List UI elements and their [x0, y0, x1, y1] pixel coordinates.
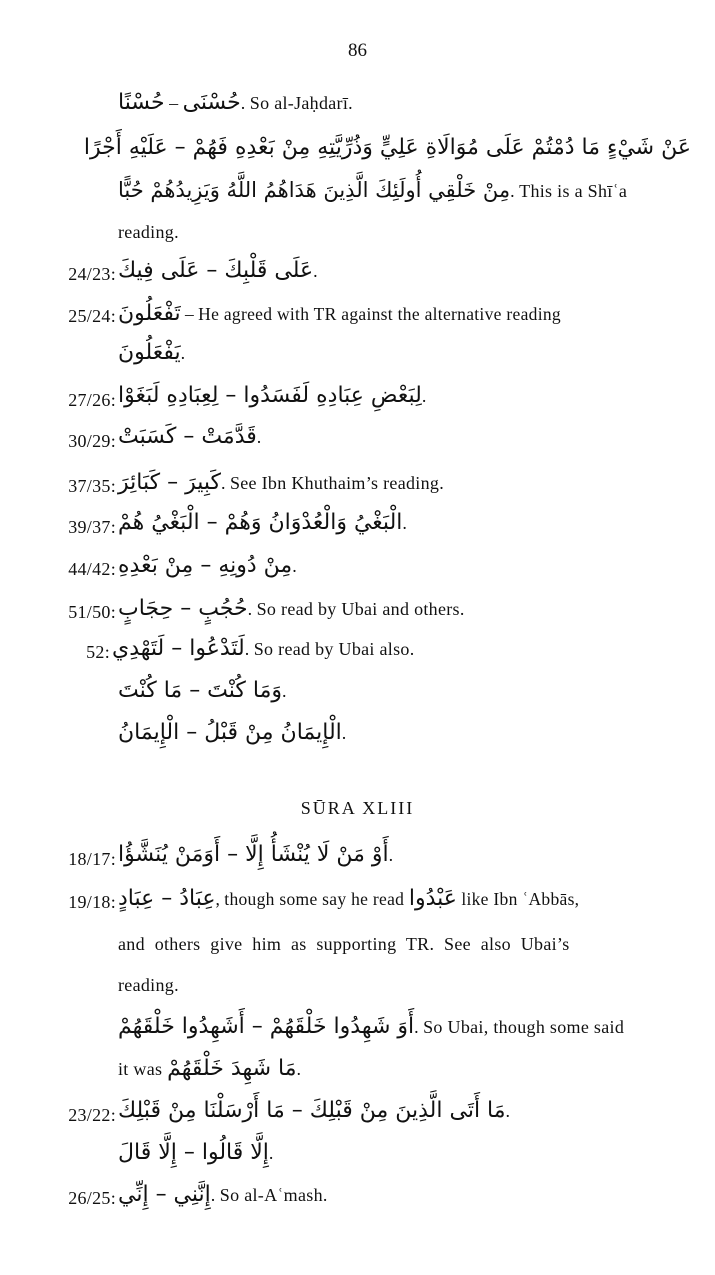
arabic-reading: كَبِيرَ – كَبَائِرَ [118, 470, 221, 495]
note-text: . [268, 1143, 274, 1163]
note-text: . This is a Shīʿa [510, 181, 628, 201]
entry-line-10 [118, 470, 444, 495]
entry-line-22 [118, 1056, 301, 1081]
verse-ref: 39/37: [68, 517, 116, 537]
arabic-reading: مِنْ خَلْقِي أُولَئِكَ الَّذِينَ هَدَاهُمُ اللَّهُ وَيَزِيدُهُمْ حُبًّا [118, 178, 511, 202]
entry-line-20: reading. [118, 975, 179, 995]
entry-line-3 [118, 178, 627, 202]
verse-ref: 30/29: [68, 431, 116, 451]
arabic-reading: حُجُبٍ – حِجَابٍ [118, 596, 248, 621]
verse-ref: 27/26: [68, 390, 116, 410]
note-text: . [180, 343, 186, 363]
entry-line-16 [118, 720, 346, 745]
note-text: – He agreed with TR against the alternative reading [180, 304, 561, 324]
separator: – [164, 93, 183, 113]
note-text: . [296, 1059, 301, 1079]
entry-line-13 [118, 596, 465, 621]
note-text: . So read by Ubai and others. [247, 599, 465, 619]
note-text: . [292, 556, 297, 576]
entry-line-7 [118, 340, 185, 365]
verse-ref: 37/35: [68, 476, 116, 496]
entry-line-23 [118, 1098, 510, 1123]
verse-ref: 52: [86, 642, 110, 662]
entry-line-8 [118, 383, 426, 408]
arabic-reading: مَا شَهِدَ خَلْقَهُمْ [167, 1056, 297, 1081]
note-text: like Ibn ʿAbbās, [456, 889, 580, 909]
entry-line-19: and others give him as supporting TR. See also Ubai’s [118, 934, 570, 954]
note-text: . [341, 723, 347, 743]
entry-line-6 [118, 301, 561, 326]
entry-line-4: reading. [118, 222, 179, 242]
arabic-variant: عَبْدُوا [408, 886, 457, 911]
note-text: , though some say he read [215, 889, 409, 909]
note-text: . [421, 386, 427, 406]
arabic-reading: إِنَّنِي – إِنِّي [118, 1182, 211, 1207]
entry-line-18 [118, 886, 579, 911]
arabic-reading: لَتَدْعُوا – لَتَهْدِي [112, 636, 245, 661]
verse-ref: 24/23: [68, 264, 116, 284]
arabic-reading: الْإِيمَانُ مِنْ قَبْلُ – الْإِيمَانُ [118, 720, 342, 745]
note-text: . [505, 1101, 511, 1121]
entry-line-17 [118, 842, 393, 867]
arabic-line-2: عَنْ شَيْءٍ مَا دُمْتُمْ عَلَى مُوَالَاةِ عَلِيٍّ وَذُرِّيَّتِهِ مِنْ بَعْدِهِ فَهُمْ – عَلَيْهِ أَجْرًا [83, 135, 691, 160]
entry-line-12 [118, 553, 297, 578]
entry-line-24 [118, 1140, 273, 1165]
note-text: . See Ibn Khuthaim’s reading. [220, 473, 445, 493]
entry-line-14 [112, 636, 415, 661]
arabic-reading: عِبَادُ – عِبَادٍ [118, 886, 216, 911]
verse-ref: 25/24: [68, 306, 116, 326]
section-heading: SŪRA XLIII [300, 798, 415, 818]
verse-ref: 44/42: [68, 559, 116, 579]
note-text: . [256, 427, 262, 447]
note-text: . [388, 845, 394, 865]
arabic-reading: يَفْعَلُونَ [118, 340, 181, 365]
arabic-reading: وَمَا كُنْتَ – مَا كُنْتَ [118, 678, 283, 703]
arabic-reading: إِلَّا قَالُوا – إِلَّا قَالَ [118, 1140, 269, 1165]
verse-ref: 26/25: [68, 1188, 116, 1208]
entry-line-9 [118, 424, 261, 449]
entry-line-15 [118, 678, 287, 703]
arabic-variant: حُسْنًا [118, 90, 165, 115]
note-text: . So al-Aʿmash. [210, 1185, 328, 1205]
note-text: . [282, 681, 287, 701]
arabic-reading: أَوَ شَهِدُوا خَلْقَهُمْ – أَشَهِدُوا خَلْقَهُمْ [118, 1014, 415, 1039]
note-text: . So Ubai, though some said [414, 1017, 625, 1037]
arabic-reading: لِبَعْضِ عِبَادِهِ لَفَسَدُوا – لِعِبَادِهِ لَبَغَوْا [118, 383, 422, 408]
entry-line-25 [118, 1182, 328, 1207]
verse-ref: 19/18: [68, 892, 116, 912]
note-text: . [402, 513, 407, 533]
note-text: . So read by Ubai also. [244, 639, 415, 659]
arabic-reading: حُسْنَى [182, 90, 241, 115]
entry-line-11 [118, 510, 407, 535]
verse-ref: 51/50: [68, 602, 116, 622]
arabic-reading: قَدَّمَتْ – كَسَبَتْ [118, 424, 257, 449]
note-text: . So al-Jaḥdarī. [240, 93, 353, 113]
arabic-reading: عَلَى قَلْبِكَ – عَلَى فِيكَ [118, 258, 314, 283]
note-text: . [313, 261, 318, 281]
arabic-reading: الْبَغْيُ وَالْعُدْوَانُ وَهُمْ – الْبَغْيُ هُمْ [118, 510, 403, 535]
entry-line-21 [118, 1014, 624, 1039]
arabic-reading: مَا أَتَى الَّذِينَ مِنْ قَبْلِكَ – مَا أَرْسَلْنَا مِنْ قَبْلِكَ [118, 1098, 506, 1123]
verse-ref: 18/17: [68, 849, 116, 869]
entry-line-5 [118, 258, 318, 283]
note-text: it was [118, 1059, 168, 1079]
arabic-reading: مِنْ دُونِهِ – مِنْ بَعْدِهِ [118, 553, 293, 578]
entry-line-1 [118, 90, 353, 115]
arabic-reading: أَوْ مَنْ لَا يُنْشَأُ إِلَّا – أَوَمَنْ يُنَشَّؤُا [118, 842, 389, 867]
arabic-reading: تَفْعَلُونَ [118, 301, 181, 326]
verse-ref: 23/22: [68, 1105, 116, 1125]
page-number: 86 [348, 40, 367, 61]
